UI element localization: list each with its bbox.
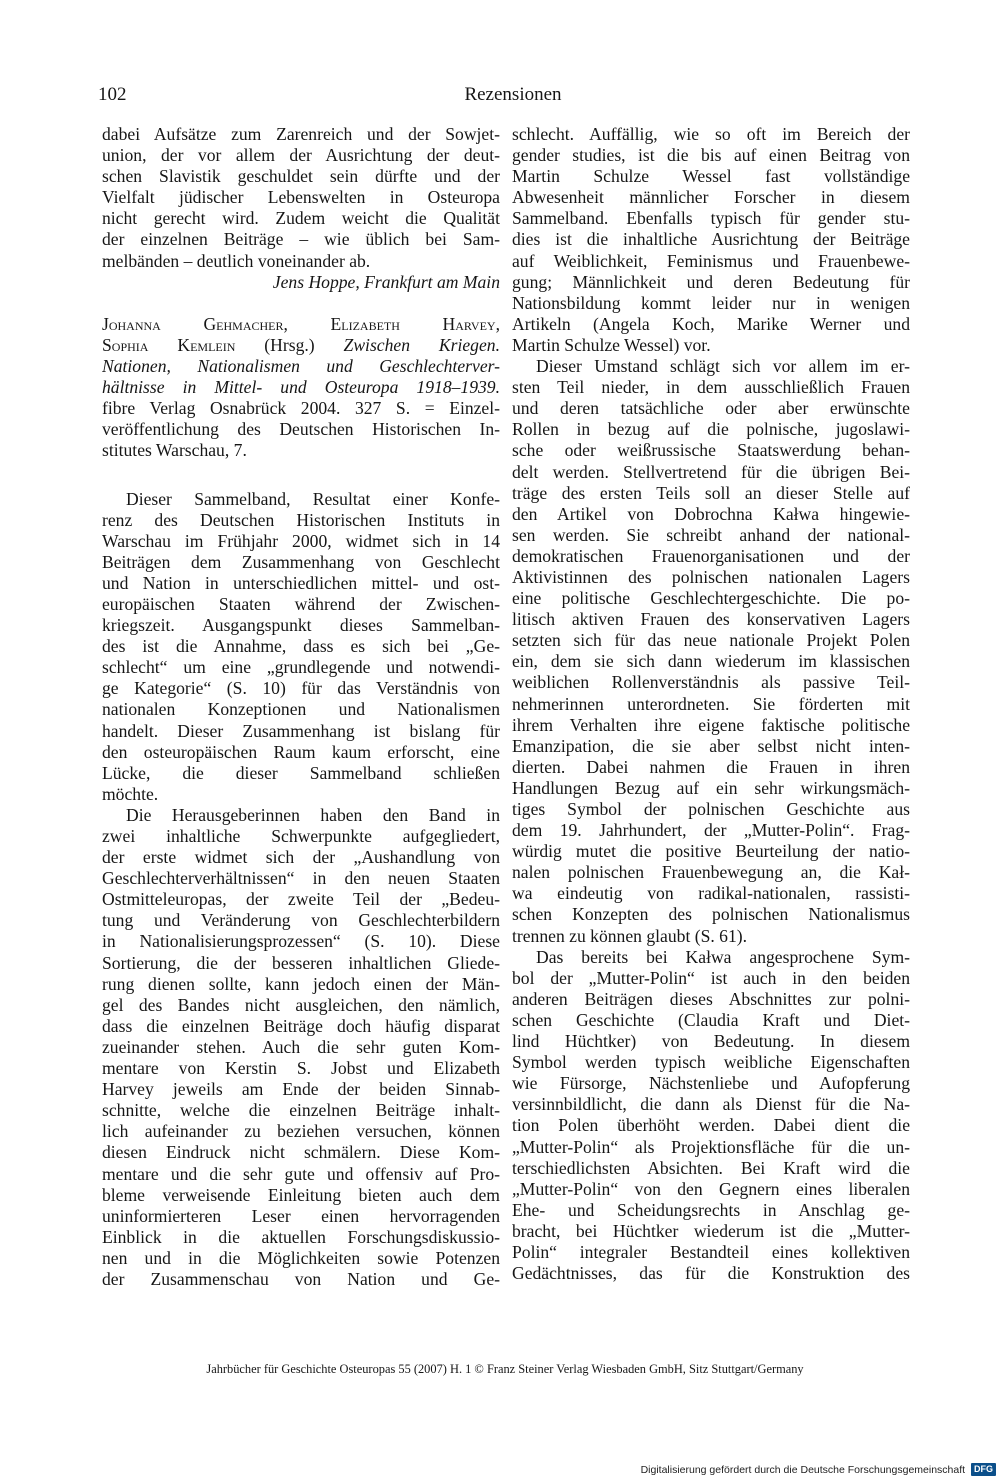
text-line: Sammelband. Ebenfalls typisch für gender stu- [512, 208, 910, 229]
text-line: setzten sich für das neue nationale Projekt Polen [512, 630, 910, 651]
text-line: zwei inhaltliche Schwerpunkte aufgegliedert, [102, 826, 500, 846]
text-line: „Mutter-Polin“ von den Gegnern eines liberalen [512, 1178, 910, 1199]
text-line: trennen zu können glaubt (S. 61). [512, 925, 748, 946]
right-column [512, 124, 910, 1284]
text-line: dies ist die inhaltliche Ausrichtung der Beiträge [512, 229, 910, 250]
text-line: diesen Eindruck nicht schmälern. Diese Kom- [102, 1142, 500, 1163]
text-line: der erste widmet sich der „Aushandlung von [102, 847, 500, 868]
text-line: Symbol werden typisch weibliche Eigenschaften [512, 1052, 910, 1073]
text-line: Geschlechterverhältnissen“ in den neuen Staaten [102, 868, 500, 889]
text-line: schlecht“ um eine „grundlegende und notwendi- [102, 657, 500, 678]
text-line: schnitte, welche die einzelnen Beiträge inhalt- [102, 1100, 500, 1121]
text-line: in Nationalisierungsprozessen“ (S. 10). Diese [102, 931, 500, 952]
text-line: sche oder weißrussische Staatswerdung behan- [512, 440, 910, 461]
review-signature: Jens Hoppe, Frankfurt am Main [272, 271, 500, 292]
text-line: Beiträgen dem Zusammenhang von Geschlecht [102, 551, 500, 572]
text-line: würdig mutet die positive Beurteilung der natio- [512, 841, 910, 862]
text-line: Nationsbildung kommt leider nur in wenigen [512, 292, 910, 313]
text-line: gel des Bandes nicht ausgleichen, den nämlich, [102, 994, 500, 1015]
text-line: litisch aktiven Frauen des konservativen Lagers [512, 609, 910, 630]
review-ending [102, 124, 500, 293]
text-line: Ostmitteleuropas, der zweite Teil der „Bedeu- [102, 889, 500, 910]
text-line: lind Hüchtker) von Bedeutung. In diesem [512, 1031, 910, 1052]
text-line: Aktivistinnen des polnischen nationalen Lagers [512, 566, 910, 587]
text-line: zueinander stehen. Auch die sehr guten Kom- [102, 1036, 500, 1057]
text-line: Rollen in bezug auf die polnische, jugoslawi- [512, 419, 910, 440]
text-line: bleme verweisende Einleitung bieten auch dem [102, 1184, 500, 1205]
text-line: Emanzipation, die sie aber selbst nicht inten- [512, 735, 910, 756]
journal-footer: Jahrbücher für Geschichte Osteuropas 55 (2007) H. 1 © Franz Steiner Verlag Wiesbaden GmbH, Sitz Stuttgart/Germany [206, 1362, 804, 1376]
text-line: demokratischen Frauenorganisationen und der [512, 545, 910, 566]
text-line: Das bereits bei Kałwa angesprochene Sym- [536, 946, 910, 967]
citation-title-line: hältnisse in Mittel- und Osteuropa 1918–1939. [102, 377, 500, 398]
page-header [98, 84, 908, 114]
text-line: Polin“ integraler Bestandteil eines kollektiven [512, 1241, 910, 1262]
book-citation [102, 314, 500, 462]
text-line: Artikeln (Angela Koch, Marike Werner und [512, 313, 910, 334]
text-line: sen werden. Sie schreibt anhand der national- [512, 524, 910, 545]
text-line: union, der vor allem der Ausrichtung der deut- [102, 145, 500, 166]
text-line: lich aufeinander zu beziehen versuchen, können [102, 1121, 500, 1142]
text-line: tion Polen überhöht werden. Dabei dient die [512, 1115, 910, 1136]
text-line: kriegszeit. Ausgangspunkt dieses Sammelban- [102, 615, 500, 636]
text-line: gung; Männlichkeit und deren Bedeutung für [512, 271, 910, 292]
text-line: schen Konzepten des polnischen Nationalismus [512, 904, 910, 925]
text-line: dierten. Dabei nahmen die Frauen in ihren [512, 756, 910, 777]
text-line: rung dienen sollte, kann jedoch einen der Män- [102, 973, 500, 994]
text-line: nationalen Konzeptionen und Nationalismen [102, 699, 500, 720]
text-line: gender studies, ist die bis auf einen Beitrag von [512, 145, 910, 166]
text-line: Dieser Sammelband, Resultat einer Konfe- [126, 488, 500, 509]
review-paragraph-2 [102, 805, 500, 1290]
text-line: Abwesenheit männlicher Forscher in diesem [512, 187, 910, 208]
text-line: bracht, bei Hüchtker wiederum ist die „Mutter- [512, 1220, 910, 1241]
text-line: Martin Schulze Wessel fast vollständige [512, 166, 910, 187]
text-line: auf Weiblichkeit, Feminismus und Frauenbewe- [512, 250, 910, 271]
running-head: Rezensionen [464, 84, 562, 105]
text-line: versinnbildlicht, die dann als Dienst für die Na- [512, 1094, 910, 1115]
text-line: und Nation in unterschiedlichen mittel- und ost- [102, 572, 500, 593]
text-line: ihrem Verhalten ihre eigene faktische politische [512, 714, 910, 735]
text-line: dem 19. Jahrhundert, der „Mutter-Polin“. Frag- [512, 820, 910, 841]
text-line: mentare von Kerstin S. Jobst und Elizabeth [102, 1058, 500, 1079]
text-line: tiges Symbol der polnischen Geschichte aus [512, 799, 910, 819]
text-line: der Zusammenschau von Nation und Ge- [102, 1268, 500, 1289]
text-line: träge des ersten Teils soll an dieser Stelle auf [512, 482, 910, 503]
text-line: Lücke, die dieser Sammelband schließen [102, 762, 500, 783]
text-line: dass die einzelnen Beiträge doch häufig disparat [102, 1015, 500, 1036]
text-line: Vielfalt jüdischer Lebenswelten in Osteuropa [102, 187, 500, 208]
text-line: handelt. Dieser Zusammenhang ist bislang für [102, 720, 500, 741]
review-paragraph-3 [512, 124, 910, 356]
text-line: terschiedlichsten Absichten. Bei Kraft wird die [512, 1157, 910, 1178]
text-line: Dieser Umstand schlägt sich vor allem im er- [536, 356, 910, 377]
text-line: sten Teil nieder, in dem ausschließlich Frauen [512, 377, 910, 398]
text-line: wa eindeutig von radikal-nationalen, rassisti- [512, 883, 910, 904]
spacer [102, 293, 500, 314]
text-line: Handlungen Bezug auf ein sehr wirkungsmäch- [512, 777, 910, 798]
left-column [102, 124, 500, 1290]
text-line: schen Slavistik geschuldet sein dürfte und der [102, 166, 500, 187]
text-line: den osteuropäischen Raum kaum erforscht, eine [102, 741, 500, 762]
text-line: schlecht. Auffällig, wie so oft im Bereich der [512, 124, 910, 144]
text-line: europäischen Staaten während der Zwischen- [102, 593, 500, 614]
citation-author: Sophia Kemlein [102, 334, 236, 355]
text-line: Die Herausgeberinnen haben den Band in [126, 804, 500, 825]
text-line: eine politische Geschlechtergeschichte. Die po- [512, 588, 910, 609]
page-number: 102 [98, 84, 127, 105]
digitization-text: Digitalisierung gefördert durch die Deutsche Forschungsgemeinschaft [640, 1464, 966, 1476]
text-line: dabei Aufsätze zum Zarenreich und der Sowjet- [102, 124, 500, 144]
text-line: Warschau im Frühjahr 2000, widmet sich in 14 [102, 530, 500, 551]
citation-title-start: Zwischen Kriegen. [343, 334, 500, 355]
citation-series-line: veröffentlichung des Deutschen Historischen In- [102, 419, 500, 440]
text-line: des ist die Annahme, dass es sich bei „Ge- [102, 636, 500, 657]
text-line: tung und Veränderung von Geschlechterbildern [102, 910, 500, 931]
text-line: Ehe- und Scheidungsrechts in Anschlag ge- [512, 1199, 910, 1220]
text-line: anderen Beiträgen dieses Abschnittes zur polni- [512, 988, 910, 1009]
text-line: ein, dem sie sich dann wiederum im klassischen [512, 651, 910, 672]
text-line: mentare und die sehr gute und offensiv auf Pro- [102, 1163, 500, 1184]
text-line: möchte. [102, 783, 159, 804]
spacer [102, 462, 500, 489]
text-line: wie Fürsorge, Nächstenliebe und Aufopferung [512, 1073, 910, 1094]
text-line: melbänden – deutlich voneinander ab. [102, 250, 371, 271]
review-paragraph-4 [512, 356, 910, 947]
digitization-note [641, 1462, 996, 1478]
text-line: bol der „Mutter-Polin“ ist auch in den beiden [512, 967, 910, 988]
text-line: Sortierung, die der besseren inhaltlichen Gliede- [102, 952, 500, 973]
text-line: und deren tatsächliche oder aber erwünschte [512, 398, 910, 419]
text-line: ge Kategorie“ (S. 10) für das Verständnis von [102, 678, 500, 699]
citation-authors-line: Johanna Gehmacher, Elizabeth Harvey, [102, 313, 500, 334]
text-line: Harvey jeweils am Ende der beiden Sinnab- [102, 1079, 500, 1100]
text-line: der einzelnen Beiträge – wie üblich bei Sam- [102, 229, 500, 250]
text-line: Gedächtnisses, das für die Konstruktion des [512, 1263, 910, 1284]
text-line: nalen polnischen Frauenbewegung an, die Kał- [512, 862, 910, 883]
citation-series-line: stitutes Warschau, 7. [102, 440, 247, 461]
citation-publisher-line: fibre Verlag Osnabrück 2004. 327 S. = Einzel- [102, 398, 500, 419]
citation-line: Sophia Kemlein (Hrsg.) Zwischen Kriegen. [102, 334, 500, 355]
dfg-logo: DFG [971, 1463, 996, 1476]
text-line: uninformierteren Leser einen hervorragenden [102, 1205, 500, 1226]
text-line: schen Geschichte (Claudia Kraft und Diet- [512, 1009, 910, 1030]
text-line: Martin Schulze Wessel) vor. [512, 334, 711, 355]
citation-title-line: Nationen, Nationalismen und Geschlechterver- [102, 356, 500, 377]
review-paragraph-5 [512, 947, 910, 1285]
text-line: „Mutter-Polin“ als Projektionsfläche für die un- [512, 1136, 910, 1157]
text-line: nicht gerecht wird. Zudem weicht die Qualität [102, 208, 500, 229]
text-line: nen und in die Möglichkeiten sowie Potenzen [102, 1247, 500, 1268]
text-line: delt werden. Stellvertretend für die übrigen Bei- [512, 461, 910, 482]
text-line: nehmerinnen unterordneten. Sie förderten mit [512, 693, 910, 714]
review-paragraph-1 [102, 489, 500, 805]
text-line: Einblick in die aktuellen Forschungsdiskussio- [102, 1226, 500, 1247]
text-line: renz des Deutschen Historischen Instituts in [102, 509, 500, 530]
text-line: den Artikel von Dobrochna Kałwa hingewie- [512, 503, 910, 524]
text-line: weiblichen Rollenverständnis als passive Teil- [512, 672, 910, 693]
